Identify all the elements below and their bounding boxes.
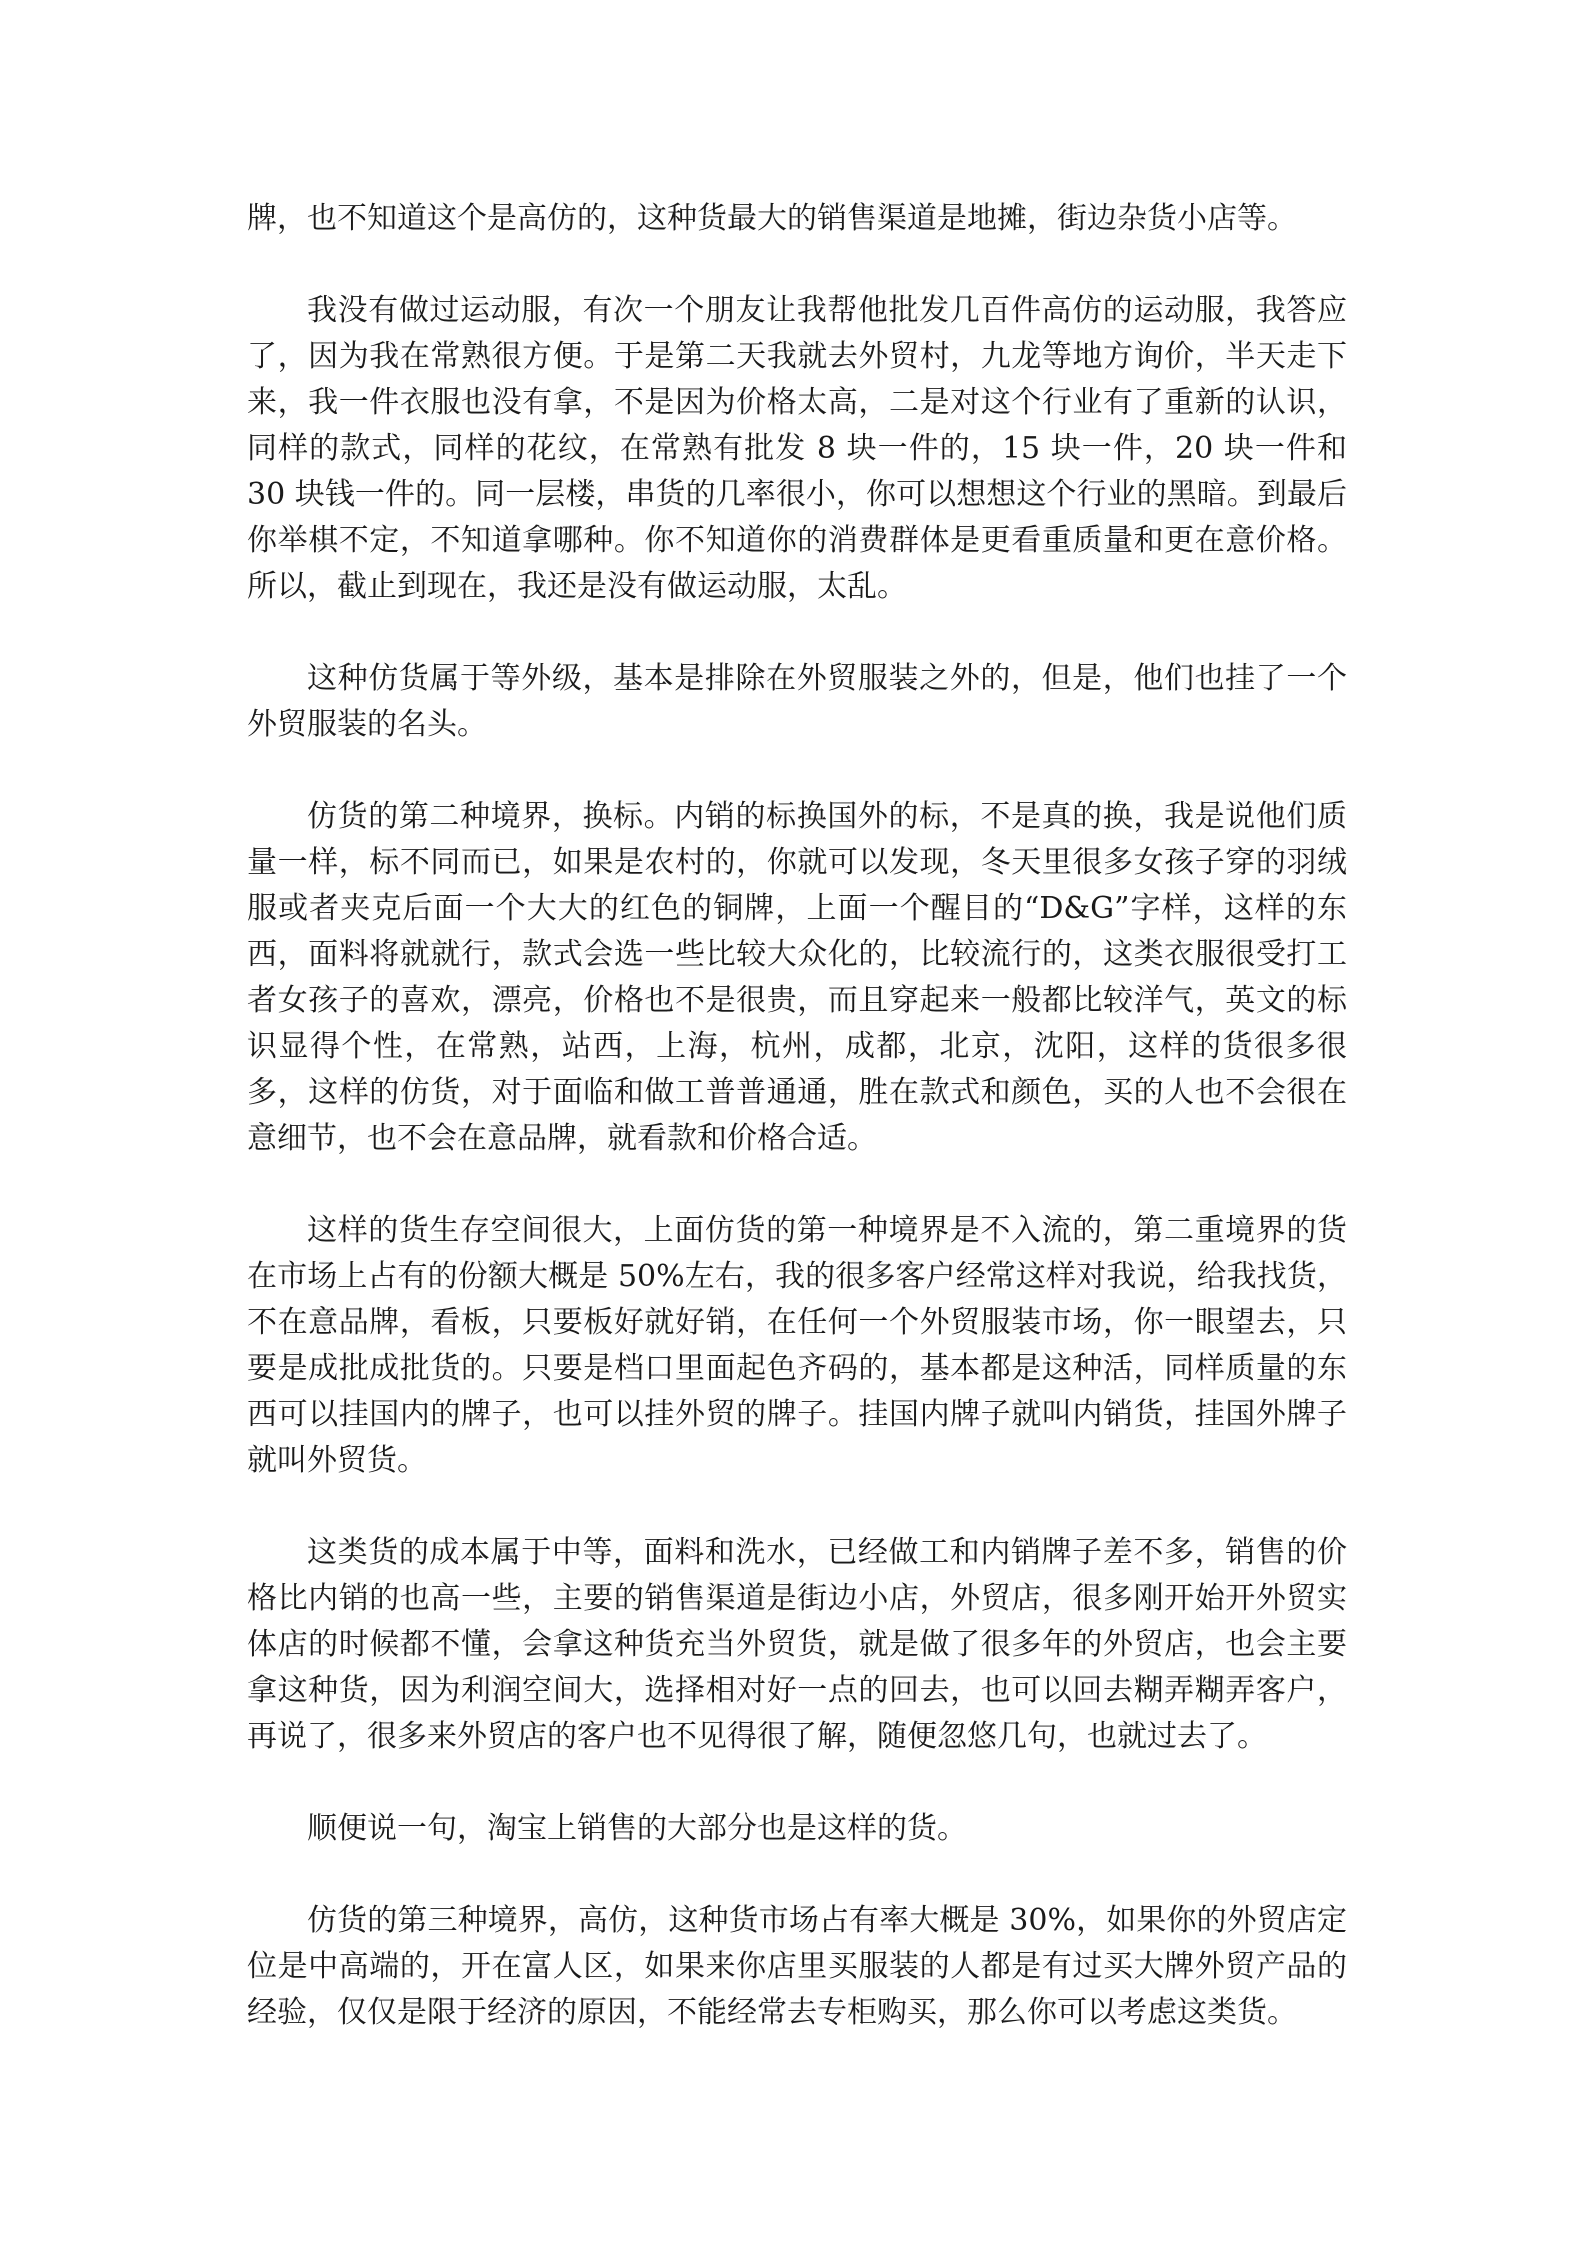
paragraph-taobao-note: 顺便说一句，淘宝上销售的大部分也是这样的货。 xyxy=(307,1811,967,1846)
paragraph-third-level-high-imitation: 仿货的第三种境界，高仿，这种货市场占有率大概是 30%，如果你的外贸店定位是中高端的，开在富人区，如果来你店里买服装的人都是有过买大牌外贸产品的经验，仅仅是限于经济的原因，不能经常去专柜购买，那么你可以考虑这类货。 xyxy=(247,1903,1347,2030)
paragraph-substandard-grade: 这种仿货属于等外级，基本是排除在外贸服装之外的，但是，他们也挂了一个外贸服装的名头。 xyxy=(247,661,1347,742)
paragraph-market-share: 这样的货生存空间很大，上面仿货的第一种境界是不入流的，第二重境界的货在市场上占有的份额大概是 50%左右，我的很多客户经常这样对我说，给我找货，不在意品牌，看板，只要板好就好销，在任何一个外贸服装市场，你一眼望去，只要是成批成批货的。只要是档口里面起色齐码的，基本都是这种活，同样质量的东西可以挂国内的牌子，也可以挂外贸的牌子。挂国内牌子就叫内销货，挂国外牌子就叫外贸货。 xyxy=(247,1213,1347,1478)
paragraph-sportswear: 我没有做过运动服，有次一个朋友让我帮他批发几百件高仿的运动服，我答应了，因为我在常熟很方便。于是第二天我就去外贸村，九龙等地方询价，半天走下来，我一件衣服也没有拿，不是因为价格太高，二是对这个行业有了重新的认识，同样的款式，同样的花纹，在常熟有批发 8 块一件的，15 块一件，20 块一件和 30 块钱一件的。同一层楼，串货的几率很小，你可以想想这个行业的黑暗。到最后你举棋不定，不知道拿哪种。你不知道你的消费群体是更看重质量和更在意价格。所以，截止到现在，我还是没有做运动服，太乱。 xyxy=(247,293,1347,604)
paragraph-second-level-relabel: 仿货的第二种境界，换标。内销的标换国外的标，不是真的换，我是说他们质量一样，标不同而已，如果是农村的，你就可以发现，冬天里很多女孩子穿的羽绒服或者夹克后面一个大大的红色的铜牌，上面一个醒目的“D&G”字样，这样的东西，面料将就就行，款式会选一些比较大众化的，比较流行的，这类衣服很受打工者女孩子的喜欢，漂亮，价格也不是很贵，而且穿起来一般都比较洋气，英文的标识显得个性，在常熟，站西，上海，杭州，成都，北京，沈阳，这样的货很多很多，这样的仿货，对于面临和做工普普通通，胜在款式和颜色，买的人也不会很在意细节，也不会在意品牌，就看款和价格合适。 xyxy=(247,799,1347,1156)
body-text xyxy=(247,196,1347,2036)
paragraph-continuation: 牌，也不知道这个是高仿的，这种货最大的销售渠道是地摊，街边杂货小店等。 xyxy=(247,201,1297,236)
paragraph-cost-channels: 这类货的成本属于中等，面料和洗水，已经做工和内销牌子差不多，销售的价格比内销的也高一些，主要的销售渠道是街边小店，外贸店，很多刚开始开外贸实体店的时候都不懂，会拿这种货充当外贸货，就是做了很多年的外贸店，也会主要拿这种货，因为利润空间大，选择相对好一点的回去，也可以回去糊弄糊弄客户，再说了，很多来外贸店的客户也不见得很了解，随便忽悠几句，也就过去了。 xyxy=(247,1535,1347,1754)
